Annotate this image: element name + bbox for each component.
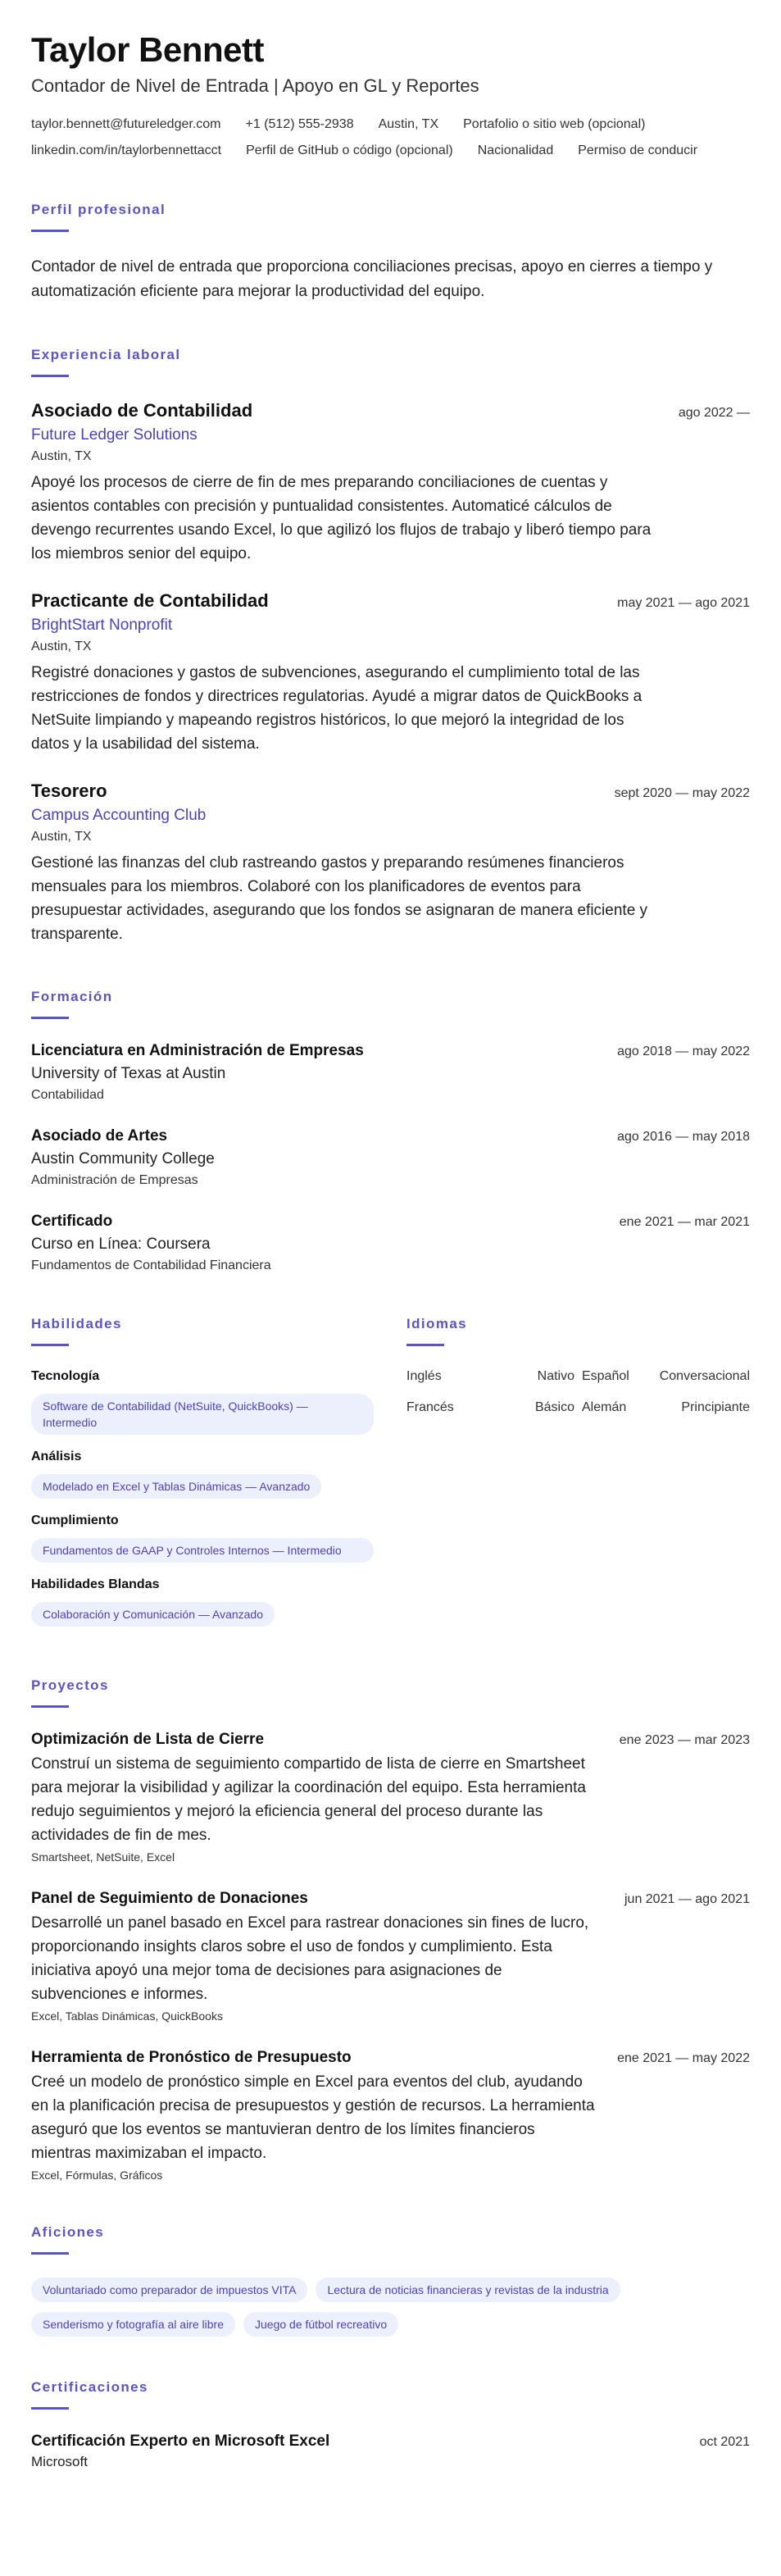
project-title: Optimización de Lista de Cierre [31, 1731, 265, 1748]
job-date: may 2021 — ago 2021 [617, 596, 750, 610]
language-name: Francés [406, 1400, 454, 1414]
skill-chip: Colaboración y Comunicación — Avanzado [31, 1602, 275, 1627]
contact-driving-license: Permiso de conducir [578, 143, 698, 157]
project-title: Panel de Seguimiento de Donaciones [31, 1890, 308, 1907]
experience-section [31, 347, 750, 946]
certification-entry [31, 2433, 750, 2470]
contact-nationality: Nacionalidad [477, 143, 554, 157]
project-title: Herramienta de Pronóstico de Presupuesto [31, 2049, 352, 2066]
job-title: Asociado de Contabilidad [31, 400, 253, 421]
job-company: Future Ledger Solutions [31, 426, 198, 444]
job-location: Austin, TX [31, 830, 92, 844]
hobby-chip: Voluntariado como preparador de impuestos VITA [31, 2278, 307, 2302]
hobby-chip: Juego de fútbol recreativo [243, 2312, 398, 2337]
job-description: Registré donaciones y gastos de subvenciones, asegurando el cumplimiento total de las restricciones de fondos y directrices regulatorias. Ayudé a migrar datos de QuickBooks a NetSuite limpiando y mapeando registros históricos, lo que mejoró la integridad de los datos y la usabilidad del sistema. [31, 664, 643, 753]
section-divider [31, 2252, 69, 2255]
language-level: Conversacional [659, 1369, 750, 1383]
section-divider [31, 375, 69, 377]
contact-list [31, 116, 750, 159]
section-divider [406, 1344, 444, 1346]
section-divider [31, 230, 69, 232]
candidate-role: Contador de Nivel de Entrada | Apoyo en GL y Reportes [31, 75, 479, 96]
candidate-name: Taylor Bennett [31, 30, 264, 69]
project-description: Desarrollé un panel basado en Excel para rastrear donaciones sin fines de lucro, proporcionando insights claros sobre el uso de fondos y cumplimiento. Esta iniciativa apoyó una mejor toma de decisiones para asignaciones de subvenciones e informes. [31, 1914, 589, 2003]
hobby-chip: Senderismo y fotografía al aire libre [31, 2312, 235, 2337]
project-entry [31, 1731, 750, 1864]
hobbies-section [31, 2224, 750, 2337]
education-entry [31, 1213, 750, 1273]
certification-issuer: Microsoft [31, 2454, 88, 2469]
section-title: Perfil profesional [31, 202, 166, 217]
section-title: Proyectos [31, 1677, 109, 1693]
summary-text: Contador de nivel de entrada que proporciona conciliaciones precisas, apoyo en cierres a tiempo y automatización eficiente para mejorar la productividad del equipo. [31, 258, 713, 300]
job-location: Austin, TX [31, 639, 92, 653]
language-row [406, 1369, 750, 1384]
project-description: Construí un sistema de seguimiento compartido de lista de cierre en Smartsheet para mejorar la visibilidad y agilizar la coordinación del equipo. Esta herramienta redujo seguimientos y mejoró la eficiencia general del proceso durante las actividades de fin de mes. [31, 1755, 586, 1844]
project-description: Creé un modelo de pronóstico simple en Excel para eventos del club, ayudando en la planificación precisa de presupuestos y gestión de recursos. La herramienta aseguró que los eventos se mantuvieran dentro de los límites financieros mientras maximizaban el impacto. [31, 2073, 595, 2162]
project-entry [31, 1890, 750, 2023]
skill-category: Cumplimiento [31, 1513, 119, 1527]
language-name: Inglés [406, 1369, 442, 1383]
experience-entry [31, 590, 750, 756]
degree-title: Certificado [31, 1213, 113, 1230]
contact-location: Austin, TX [378, 117, 439, 131]
education-section [31, 989, 750, 1273]
degree-date: ago 2016 — may 2018 [617, 1130, 750, 1144]
field-of-study: Administración de Empresas [31, 1173, 198, 1187]
skill-group [31, 1577, 374, 1627]
skill-chip: Fundamentos de GAAP y Controles Internos — Intermedio [31, 1538, 374, 1563]
section-divider [31, 2407, 69, 2410]
job-description: Gestioné las finanzas del club rastreando gastos y preparando resúmenes financieros mensuales para los miembros. Colaboré con los planificadores de eventos para presupuestar actividades, asegurando que los fondos se asignaran de manera eficiente y transparente. [31, 854, 648, 943]
skills-section [31, 1316, 374, 1641]
section-title: Idiomas [406, 1316, 468, 1331]
field-of-study: Fundamentos de Contabilidad Financiera [31, 1258, 271, 1272]
job-company: BrightStart Nonprofit [31, 617, 173, 634]
job-date: ago 2022 — [678, 406, 750, 420]
section-title: Formación [31, 989, 113, 1004]
job-title: Practicante de Contabilidad [31, 590, 269, 611]
degree-title: Asociado de Artes [31, 1127, 168, 1145]
languages-section [406, 1316, 750, 1641]
project-date: jun 2021 — ago 2021 [624, 1892, 750, 1906]
skill-chip: Modelado en Excel y Tablas Dinámicas — Avanzado [31, 1474, 321, 1499]
skill-category: Análisis [31, 1450, 82, 1463]
degree-date: ago 2018 — may 2022 [617, 1045, 750, 1058]
contact-phone[interactable]: +1 (512) 555-2938 [245, 117, 354, 131]
summary-section [31, 202, 750, 304]
contact-email[interactable]: taylor.bennett@futureledger.com [31, 117, 221, 131]
project-date: ene 2023 — mar 2023 [619, 1733, 750, 1747]
hobby-chip: Lectura de noticias financieras y revistas de la industria [316, 2278, 620, 2302]
language-level: Principiante [681, 1400, 750, 1414]
section-title: Aficiones [31, 2224, 105, 2240]
certification-title: Certificación Experto en Microsoft Excel [31, 2433, 330, 2450]
skill-group [31, 1450, 374, 1499]
skill-group [31, 1369, 374, 1435]
certifications-section [31, 2379, 750, 2470]
institution: University of Texas at Austin [31, 1065, 226, 1082]
language-name: Alemán [582, 1400, 627, 1414]
section-divider [31, 1705, 69, 1708]
language-level: Básico [534, 1400, 574, 1414]
job-location: Austin, TX [31, 449, 92, 463]
language-name: Español [582, 1369, 629, 1383]
language-level: Nativo [537, 1369, 574, 1383]
experience-entry [31, 400, 750, 566]
project-tech: Smartsheet, NetSuite, Excel [31, 1850, 175, 1864]
section-divider [31, 1344, 69, 1346]
contact-github[interactable]: Perfil de GitHub o código (opcional) [246, 143, 453, 157]
job-date: sept 2020 — may 2022 [614, 786, 750, 800]
field-of-study: Contabilidad [31, 1088, 104, 1102]
education-entry [31, 1127, 750, 1188]
certification-date: oct 2021 [699, 2435, 750, 2449]
skill-category: Habilidades Blandas [31, 1577, 160, 1591]
skill-chip: Software de Contabilidad (NetSuite, QuickBooks) — Intermedio [31, 1394, 374, 1435]
institution: Austin Community College [31, 1150, 215, 1167]
degree-title: Licenciatura en Administración de Empresas [31, 1042, 364, 1059]
contact-portfolio[interactable]: Portafolio o sitio web (opcional) [463, 117, 646, 131]
section-divider [31, 1017, 69, 1019]
degree-date: ene 2021 — mar 2021 [619, 1215, 750, 1229]
skill-category: Tecnología [31, 1369, 100, 1383]
project-tech: Excel, Tablas Dinámicas, QuickBooks [31, 2009, 223, 2023]
skills-languages-row [31, 1316, 750, 1641]
section-title: Experiencia laboral [31, 347, 181, 362]
project-date: ene 2021 — may 2022 [617, 2051, 750, 2065]
job-description: Apoyé los procesos de cierre de fin de mes preparando conciliaciones de cuentas y asientos contables con precisión y puntualidad consistentes. Automaticé cálculos de devengo recurrentes usando Excel, lo que agilizó los flujos de trabajo y liberó tiempo para los miembros senior del equipo. [31, 474, 652, 562]
projects-section [31, 1677, 750, 2182]
section-title: Certificaciones [31, 2379, 148, 2395]
job-company: Campus Accounting Club [31, 807, 207, 824]
project-entry [31, 2049, 750, 2182]
project-tech: Excel, Fórmulas, Gráficos [31, 2169, 163, 2182]
hobby-chip-list [31, 2278, 687, 2337]
contact-linkedin[interactable]: linkedin.com/in/taylorbennettacct [31, 143, 222, 157]
education-entry [31, 1042, 750, 1103]
skill-group [31, 1513, 374, 1563]
job-title: Tesorero [31, 781, 107, 801]
language-row [406, 1400, 750, 1415]
experience-entry [31, 781, 750, 946]
section-title: Habilidades [31, 1316, 122, 1331]
institution: Curso en Línea: Coursera [31, 1236, 211, 1253]
